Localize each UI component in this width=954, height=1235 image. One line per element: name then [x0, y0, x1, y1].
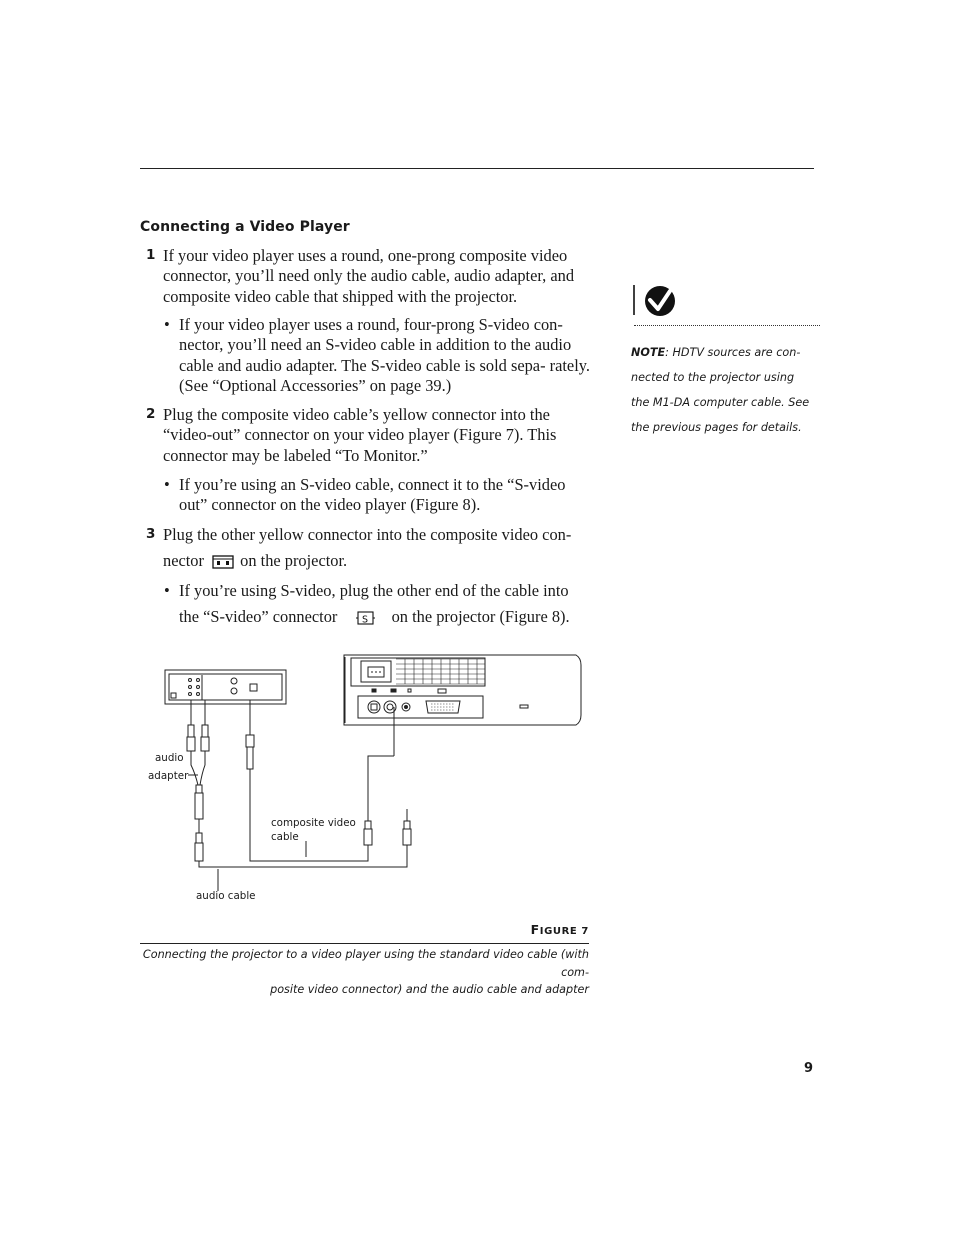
- video-player-drawing: [165, 670, 286, 704]
- figure-title: [531, 922, 589, 937]
- audio-cable-label: audio cable: [196, 890, 256, 902]
- step-3-line-2b: on the projector.: [240, 551, 348, 570]
- step-3-line-2: [163, 551, 347, 571]
- figure-caption: [140, 946, 589, 999]
- s-video-connector-icon: [354, 610, 378, 626]
- caption-line-2: posite video connector) and the audio cable and adapter: [270, 983, 589, 996]
- bullet-3-line-2: [179, 607, 570, 627]
- step-number-2: 2: [146, 406, 156, 422]
- audio-label: audio: [155, 752, 184, 764]
- note-text: [631, 340, 811, 440]
- bullet-3-line-1: If you’re using S-video, plug the other end of the cable into: [179, 581, 569, 600]
- bullet-marker: •: [164, 581, 170, 600]
- bullet-marker: •: [164, 475, 170, 494]
- step-number-3: 3: [146, 526, 156, 542]
- composite-video-connector-icon: [212, 555, 234, 569]
- figure-rule: [140, 943, 589, 944]
- adapter-label: adapter: [148, 770, 189, 782]
- step-3-line-1: Plug the other yellow connector into the composite video con-: [163, 525, 572, 544]
- note-label: NOTE: [631, 346, 666, 359]
- step-3-line-2a: nector: [163, 551, 204, 570]
- composite-video-label: composite video: [271, 817, 356, 829]
- step-2-text: Plug the composite video cable’s yellow connector into the “video-out” connector on your video player (Figure 7). This connector may be labeled “To Monitor.”: [163, 405, 557, 465]
- header-rule: [140, 168, 814, 169]
- note-body: : HDTV sources are con- nected to the projector using the M1-DA computer cable. See the previous pages for details.: [631, 346, 810, 434]
- bullet-2-text: If you’re using an S-video cable, connect it to the “S-video out” connector on the video player (Figure 8).: [179, 475, 566, 515]
- section-heading: Connecting a Video Player: [140, 219, 350, 235]
- step-1-text: If your video player uses a round, one-prong composite video connector, you’ll need only the audio cable, audio adapter, and composite video cable that shipped with the projector.: [163, 246, 575, 306]
- bullet-3-line-2b: on the projector (Figure 8).: [391, 607, 570, 626]
- figure-title-prefix: F: [530, 922, 540, 937]
- step-number-1: 1: [146, 247, 156, 263]
- note-divider: [634, 325, 820, 326]
- composite-video-cable: [246, 700, 394, 861]
- projector-drawing: [344, 655, 581, 725]
- bullet-1-text: If your video player uses a round, four-prong S-video con- nector, you’ll need an S-video cable in addition to the audio cable and audio adapter. The S-video cable is sold sepa- rately. (See “Optional Accessories” on page 39.): [179, 315, 590, 395]
- bullet-marker: •: [164, 315, 170, 334]
- check-mark-icon: [631, 284, 681, 318]
- svg-text:S: S: [361, 614, 368, 626]
- bullet-3-line-2a: the “S-video” connector: [179, 607, 338, 626]
- page-number: 9: [803, 1061, 813, 1076]
- figure-title-rest: IGURE 7: [539, 926, 589, 937]
- cable-label: cable: [271, 831, 299, 843]
- connection-diagram: [140, 645, 590, 915]
- caption-line-1: Connecting the projector to a video player using the standard video cable (with com-: [142, 948, 589, 979]
